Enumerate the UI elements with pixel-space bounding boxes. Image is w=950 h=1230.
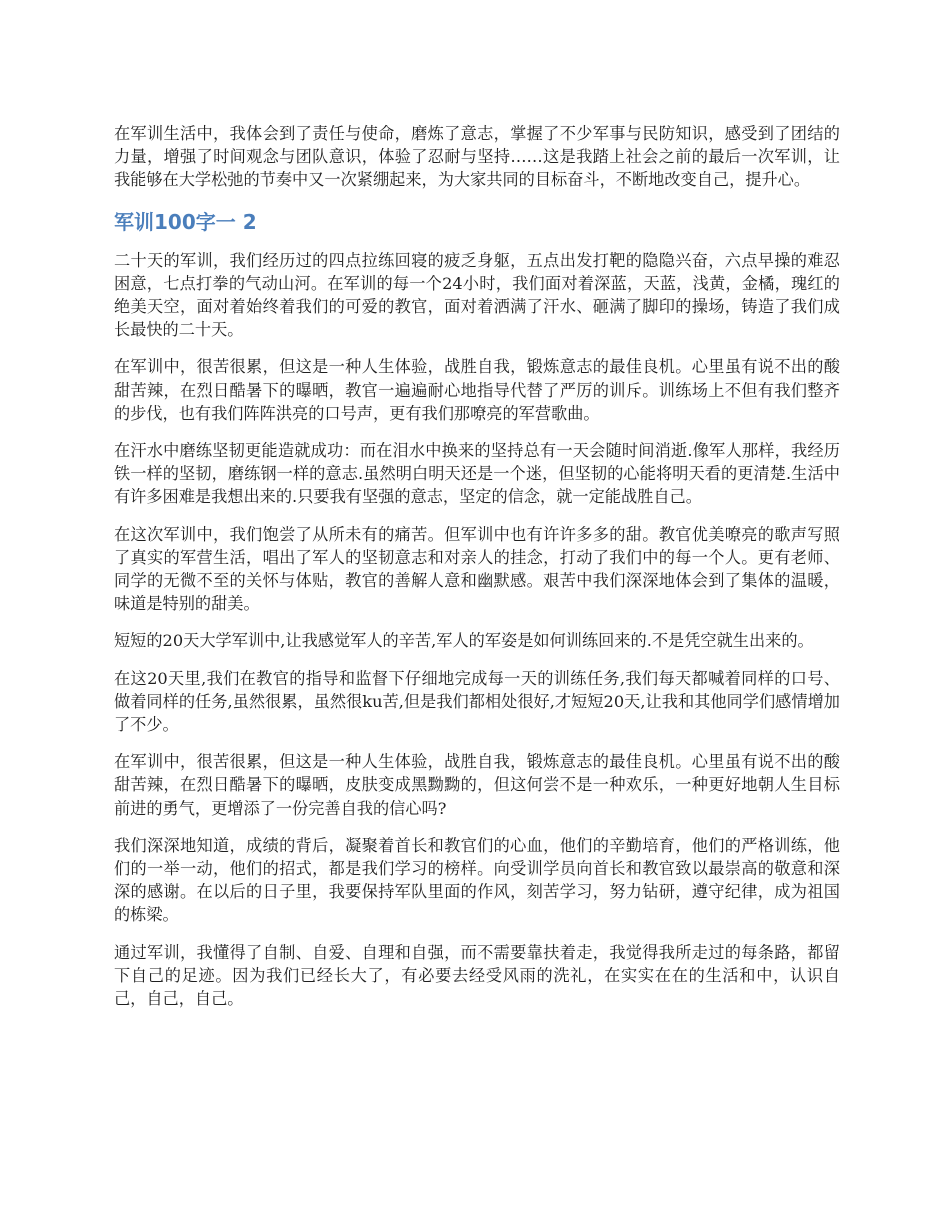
- paragraph-2: 在军训中，很苦很累，但这是一种人生体验，战胜自我，锻炼意志的最佳良机。心里虽有说不出的酸甜苦辣，在烈日酷暑下的曝晒，教官一遍遍耐心地指导代替了严厉的训斥。训练场上不但有我们整齐的步伐，也有我们阵阵洪亮的口号声，更有我们那嘹亮的军营歌曲。: [114, 357, 840, 423]
- paragraph-5: 短短的20天大学军训中,让我感觉军人的辛苦,军人的军姿是如何训练回来的.不是凭空就生出来的。: [114, 631, 814, 651]
- paragraph-6: 在这20天里,我们在教官的指导和监督下仔细地完成每一天的训练任务,我们每天都喊着同样的口号、做着同样的任务,虽然很累，虽然很ku苦,但是我们都相处很好,才短短20天,让我和其他同学们感情增加了不少。: [114, 668, 840, 735]
- section-heading: 军训100字一 2: [114, 209, 257, 234]
- paragraph-3: 在汗水中磨练坚韧更能造就成功：而在泪水中换来的坚持总有一天会随时间消逝.像军人那样，我经历铁一样的坚韧，磨练钢一样的意志.虽然明白明天还是一个迷，但坚韧的心能将明天看的更清楚.生活中有许多困难是我想出来的.只要我有坚强的意志，坚定的信念，就一定能战胜自己。: [114, 441, 840, 507]
- paragraph-8: 我们深深地知道，成绩的背后，凝聚着首长和教官们的心血，他们的辛勤培育，他们的严格训练，他们的一举一动，他们的招式，都是我们学习的榜样。向受训学员向首长和教官致以最崇高的敬意和深深的感谢。在以后的日子里，我要保持军队里面的作风，刻苦学习，努力钻研，遵守纪律，成为祖国的栋梁。: [114, 835, 840, 925]
- paragraph-4: 在这次军训中，我们饱尝了从所未有的痛苦。但军训中也有许许多多的甜。教官优美嘹亮的歌声写照了真实的军营生活，唱出了军人的坚韧意志和对亲人的挂念，打动了我们中的每一个人。更有老师、同学的无微不至的关怀与体贴，教官的善解人意和幽默感。艰苦中我们深深地体会到了集体的温暖，味道是特别的甜美。: [114, 524, 840, 614]
- document-body: [114, 122, 840, 1024]
- paragraph-1: 二十天的军训，我们经历过的四点拉练回寝的疲乏身躯，五点出发打靶的隐隐兴奋，六点早操的难忍困意，七点打拳的气动山河。在军训的每一个24小时，我们面对着深蓝，天蓝，浅黄，金橘，瑰红的绝美天空，面对着始终着我们的可爱的教官，面对着洒满了汗水、砸满了脚印的操场，铸造了我们成长最快的二十天。: [114, 250, 840, 340]
- paragraph-7: 在军训中，很苦很累，但这是一种人生体验，战胜自我，锻炼意志的最佳良机。心里虽有说不出的酸甜苦辣，在烈日酷暑下的曝晒，皮肤变成黑黝黝的，但这何尝不是一种欢乐，一种更好地朝人生目标前进的勇气，更增添了一份完善自我的信心吗?: [114, 752, 840, 818]
- intro-paragraph: 在军训生活中，我体会到了责任与使命，磨炼了意志，掌握了不少军事与民防知识，感受到了团结的力量，增强了时间观念与团队意识，体验了忍耐与坚持……这是我踏上社会之前的最后一次军训，让我能够在大学松弛的节奏中又一次紧绷起来，为大家共同的目标奋斗，不断地改变自己，提升心。: [114, 124, 840, 190]
- paragraph-9: 通过军训，我懂得了自制、自爱、自理和自强，而不需要靠扶着走，我觉得我所走过的每条路，都留下自己的足迹。因为我们已经长大了，有必要去经受风雨的洗礼，在实实在在的生活和中，认识自己，自己，自己。: [114, 942, 840, 1009]
